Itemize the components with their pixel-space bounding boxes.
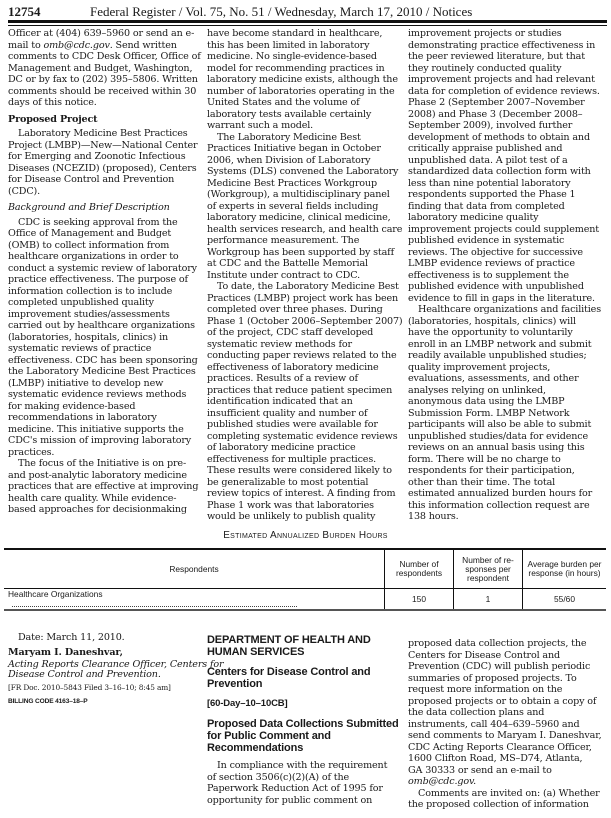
- text-line: These results were considered likely to: [207, 465, 392, 476]
- page-number: 12754: [8, 4, 41, 19]
- text-line: Phase 1 (October 2006–September 2007): [207, 315, 403, 327]
- signer-title-1: Acting Reports Clearance Officer, Centers for: [8, 659, 224, 670]
- text-line: Project (LMBP)—New—National Center: [8, 139, 198, 151]
- text-line: systematic review methods for: [207, 338, 352, 350]
- text-line: practices.: [8, 446, 55, 458]
- text-line: proposed projects or to obtain a copy of: [408, 695, 597, 707]
- respondent-label: Healthcare Organizations: [8, 589, 103, 599]
- text-line: Workgroup has been supported by staff: [207, 246, 394, 258]
- paragraph: [8, 458, 204, 516]
- cell-responses-per-respondent: 1: [454, 589, 523, 611]
- text-line: The focus of the Initiative is on pre-: [18, 458, 187, 469]
- text-line: CDC Acting Reports Clearance Officer,: [408, 741, 592, 753]
- text-line: Phase 2 (September 2007–November: [408, 97, 585, 108]
- text-line: CDC's mission of improving laboratory: [8, 435, 192, 446]
- email-link[interactable]: omb@cdc.gov: [43, 39, 110, 51]
- text-line: they routinely conducted quality: [408, 62, 562, 74]
- text-line: Laboratory Medicine Best Practices: [18, 128, 188, 139]
- text-line: model for recommending practices in: [207, 62, 385, 74]
- signature-block: [8, 632, 224, 707]
- text-line: recommendations in laboratory: [8, 412, 157, 423]
- text-line: carried out by healthcare organizations: [8, 320, 195, 331]
- text-line: evaluations, assessments, and other: [408, 373, 579, 384]
- text-line: have become standard in healthcare,: [207, 28, 383, 39]
- new-notice-header: [207, 634, 405, 806]
- text-line: the peer reviewed literature, but that: [408, 51, 585, 62]
- text-line: 2008) and Phase 3 (December 2008–: [408, 108, 583, 120]
- text-line: medicine. This initiative supports the: [8, 423, 184, 435]
- text-line: critically appraise published and: [408, 143, 563, 154]
- text-line: this has been limited in laboratory: [207, 39, 370, 51]
- paragraph: [8, 128, 204, 197]
- text-line: enroll in an LMBP network and submit: [408, 338, 592, 350]
- text-line: less than nine potential laboratory: [408, 177, 571, 189]
- text-line: anonymous data using the LMBP: [408, 396, 565, 407]
- text-line: comments to CDC Desk Officer, Office of: [8, 51, 201, 62]
- text-line: data for completion of evidence reviews.: [408, 85, 600, 97]
- text-line: the Laboratory Medicine Best Practices: [8, 366, 196, 377]
- text-line: To date, the Laboratory Medicine Best: [217, 281, 399, 292]
- dot-leader: [12, 600, 297, 607]
- agency-heading: DEPARTMENT OF HEALTH AND HUMAN SERVICES: [207, 634, 371, 658]
- text-line: performance measurement. The: [207, 235, 360, 246]
- text-line: standardized data collection form with: [408, 166, 591, 177]
- text-line: effectiveness of laboratory medicine: [207, 361, 379, 373]
- text-line: Healthcare organizations and facilities: [418, 304, 601, 315]
- text-line: analyses relying on unlinked,: [408, 384, 546, 396]
- text-line: summaries of proposed projects. To: [408, 672, 577, 684]
- text-line: completing systematic evidence reviews: [207, 430, 398, 442]
- text-line: reviews on an annual basis using this: [408, 442, 585, 453]
- signature-date: Date: March 11, 2010.: [18, 632, 125, 643]
- text-line: completed over three phases. During: [207, 304, 383, 315]
- text-line: (OMB) to collect information from: [8, 239, 170, 251]
- text-line: CDC is seeking approval from the: [18, 216, 178, 228]
- text-line: finding that data from completed: [408, 200, 565, 212]
- text-line: Medicine Best Practices Workgroup: [207, 177, 377, 189]
- new-notice-column-3: [408, 638, 608, 811]
- text-line: identification indicated that an: [207, 396, 353, 407]
- text-line: form. There will be no charge to: [408, 453, 561, 465]
- text-line: send comments to Maryam I. Daneshvar,: [408, 730, 602, 741]
- text-line: practices. Results of a review of: [207, 373, 358, 384]
- text-line: effectiveness. CDC has been sponsoring: [8, 354, 198, 366]
- signer-title-2: Disease Control and Prevention.: [8, 669, 161, 680]
- text-line: Paperwork Reduction Act of 1995 for: [207, 783, 383, 794]
- signer-name: Maryam I. Daneshvar,: [8, 646, 123, 658]
- column-2: [207, 28, 405, 523]
- section-heading: [8, 114, 204, 126]
- text-line: health care quality. While evidence-: [8, 492, 177, 504]
- text-line: improvement studies/assessments: [8, 308, 170, 320]
- text-span: mail to: [8, 39, 44, 51]
- text-line: practice effectiveness. The purpose of: [8, 274, 188, 285]
- paragraph: [207, 28, 405, 132]
- text-line: laboratory medicine, clinical medicine,: [207, 212, 391, 223]
- text-line: published studies were available for: [207, 419, 378, 430]
- text-span: . Send written: [109, 39, 177, 51]
- text-line: at CDC and the Battelle Memorial: [207, 258, 368, 269]
- paragraph: [8, 28, 204, 109]
- text-line: In compliance with the requirement: [217, 760, 388, 771]
- paragraph: [408, 28, 608, 304]
- text-line: published evidence with unpublished: [408, 281, 584, 292]
- text-line: 1600 Clifton Road, MS–D74, Atlanta,: [408, 753, 583, 764]
- text-line: of experts in several fields including: [207, 200, 379, 212]
- text-line: healthcare organizations in order to: [8, 251, 179, 262]
- text-line: number of laboratories operating in the: [207, 85, 395, 97]
- text-line: GA 30333 or send an e-mail to: [408, 764, 552, 776]
- text-line: for making evidence-based: [8, 400, 136, 412]
- header-respondents: Respondents: [4, 549, 385, 589]
- text-line: Proposed Project: [8, 113, 98, 125]
- text-line: warrant such a model.: [207, 120, 314, 131]
- header-responses-per-respondent: Number of re-sponses per respondent: [454, 549, 523, 589]
- text-line: demonstrating practice effectiveness in: [408, 39, 596, 51]
- text-line: practices that are effective at improving: [8, 481, 199, 492]
- text-line: (laboratories, hospitals, clinics) in: [8, 331, 169, 343]
- header-rule-thin: [8, 25, 607, 26]
- text-line: and post-analytic laboratory medicine: [8, 469, 187, 481]
- sub-agency-heading: Centers for Disease Control and Prevention: [207, 666, 371, 690]
- text-line: Officer at (404) 639–5960 or send an e-: [8, 28, 195, 39]
- table-header-row: [4, 549, 606, 589]
- text-line: Practices (LMBP) project work has been: [207, 292, 399, 304]
- text-line: systematic reviews of practice: [8, 343, 152, 354]
- text-line: Systems (DLS) convened the Laboratory: [207, 166, 399, 177]
- notice-paragraph: [408, 638, 608, 776]
- text-line: the data collection plans and: [408, 707, 545, 718]
- text-line: Practices Initiative began in October: [207, 143, 381, 154]
- text-line: Prevention (CDC) will publish periodic: [408, 661, 591, 672]
- text-line: have the opportunity to voluntarily: [408, 327, 573, 338]
- header-number-of-respondents: Number of respondents: [385, 549, 454, 589]
- text-line: completed unpublished quality: [8, 297, 154, 308]
- section-heading: [8, 202, 204, 214]
- billing-code: BILLING CODE 4163–18–P: [8, 697, 88, 705]
- text-line: of section 3506(c)(2)(A) of the: [207, 771, 350, 783]
- text-line: improvement projects or studies: [408, 28, 562, 39]
- text-line: comments should be received within 30: [8, 85, 197, 97]
- text-line: conduct a systemic review of laboratory: [8, 262, 197, 274]
- text-line: Background and Brief Description: [8, 202, 170, 213]
- cell-number-of-respondents: 150: [385, 589, 454, 611]
- text-line: reviews. The objective for successive: [408, 246, 583, 258]
- paragraph: [207, 132, 405, 282]
- text-line: days of this notice.: [8, 97, 97, 108]
- text-line: for Emerging and Zoonotic Infectious: [8, 151, 186, 162]
- text-line: (Workgroup), a multidisciplinary panel: [207, 189, 390, 200]
- text-line: of the project, CDC staff developed: [207, 327, 374, 338]
- text-line: opportunity for public comment on: [207, 794, 373, 806]
- text-line: respondents for their participation,: [408, 465, 575, 476]
- text-line: September 2009), involved further: [408, 120, 573, 131]
- text-line: instruments, call 404–639–5960 and: [408, 718, 580, 730]
- text-line: quality improvement projects,: [408, 361, 551, 373]
- email-link[interactable]: omb@cdc.gov.: [408, 776, 476, 787]
- text-line: other than their time. The total: [408, 476, 556, 488]
- intro-paragraph: [207, 760, 405, 806]
- text-line: Institute under contract to CDC.: [207, 269, 360, 281]
- column-3: [408, 28, 608, 523]
- text-line: information collection is to include: [8, 285, 173, 297]
- text-line: be generalizable to most potential: [207, 476, 369, 488]
- comments-paragraph: [408, 788, 608, 811]
- burden-hours-table: [4, 548, 606, 611]
- text-line: for Disease Control and Prevention: [8, 174, 175, 185]
- docket-number: [60-Day–10–10CB]: [207, 698, 288, 709]
- text-line: participants will also be able to submit: [408, 419, 592, 430]
- column-1: [8, 28, 204, 516]
- text-line: Phase 1 work was that laboratories: [207, 499, 374, 511]
- text-line: DC or by fax to (202) 395–5806. Written: [8, 74, 198, 85]
- text-line: 2006, when Division of Laboratory: [207, 154, 371, 166]
- text-line: Management and Budget, Washington,: [8, 62, 193, 74]
- text-line: of laboratory medicine practice: [207, 442, 356, 453]
- text-line: conducting paper reviews related to the: [207, 350, 397, 361]
- fr-doc-line: [FR Doc. 2010–5843 Filed 3–16–10; 8:45 am]: [8, 683, 171, 692]
- running-header: Federal Register / Vol. 75, No. 51 / Wednesday, March 17, 2010 / Notices: [90, 4, 473, 19]
- cell-average-burden: 55/60: [523, 589, 607, 611]
- text-line: unpublished data. A pilot test of a: [408, 154, 568, 166]
- text-line: Centers for Disease Control and: [408, 649, 561, 661]
- text-line: Office of Management and Budget: [8, 228, 172, 239]
- text-line: request more information on the: [408, 684, 563, 695]
- text-line: this information collection request are: [408, 499, 590, 511]
- text-line: the proposed collection of information: [408, 799, 589, 810]
- text-line: unpublished studies/data for evidence: [408, 430, 589, 442]
- text-line: published evidence in systematic: [408, 235, 565, 246]
- text-line: based approaches for decisionmaking: [8, 504, 187, 515]
- notice-heading: Proposed Data Collections Submitted for Public Comment and Recommendations: [207, 718, 399, 754]
- text-line: development of methods to obtain and: [408, 131, 590, 143]
- text-line: health services research, and health care: [207, 223, 403, 235]
- table-title: Estimated Annualized Burden Hours: [223, 530, 388, 541]
- text-line: improvement projects and had relevant: [408, 74, 595, 85]
- text-line: evidence to fill in gaps in the literature.: [408, 292, 595, 304]
- text-line: The Laboratory Medicine Best: [217, 131, 361, 143]
- header-rule-thick: [8, 20, 607, 23]
- text-line: systematic evidence reviews methods: [8, 389, 187, 400]
- text-line: Diseases (NCEZID) (proposed), Centers: [8, 162, 197, 174]
- text-line: effectiveness for multiple practices.: [207, 453, 376, 465]
- text-line: insufficient quality and number of: [207, 407, 368, 419]
- paragraph: [207, 281, 405, 523]
- paragraph: [8, 217, 204, 459]
- text-line: (LMBP) initiative to develop new: [8, 377, 164, 389]
- text-line: (laboratories, hospitals, clinics) will: [408, 315, 576, 327]
- text-line: Comments are invited on: (a) Whether: [418, 787, 600, 799]
- text-line: United States and the volume of: [207, 97, 360, 108]
- paragraph: [408, 304, 608, 523]
- text-line: medicine. No single-evidence-based: [207, 51, 377, 62]
- text-line: estimated annualized burden hours for: [408, 488, 593, 499]
- header-average-burden: Average burden per response (in hours): [523, 549, 607, 589]
- text-line: effectiveness is to supplement the: [408, 269, 569, 281]
- text-line: [8, 40, 204, 52]
- text-line: practices that reduce patient specimen: [207, 384, 393, 396]
- table-row: [4, 589, 606, 611]
- text-line: would be unlikely to publish quality: [207, 511, 376, 522]
- text-line: laboratory medicine quality: [408, 212, 539, 223]
- text-line: laboratory tests available certainly: [207, 108, 372, 120]
- text-line: 138 hours.: [408, 511, 459, 522]
- text-line: LMBP evidence reviews of practice: [408, 258, 575, 269]
- text-line: laboratory medicine exists, although the: [207, 74, 398, 85]
- text-line: Submission Form. LMBP Network: [408, 407, 570, 419]
- text-line: review topics of interest. A finding from: [207, 488, 396, 499]
- text-line: respondents supported the Phase 1: [408, 189, 576, 200]
- text-line: improvement projects could supplement: [408, 223, 599, 235]
- text-line: readily available unpublished studies;: [408, 350, 587, 361]
- text-line: (CDC).: [8, 185, 41, 197]
- text-line: proposed data collection projects, the: [408, 638, 587, 649]
- cell-respondent: [4, 589, 385, 611]
